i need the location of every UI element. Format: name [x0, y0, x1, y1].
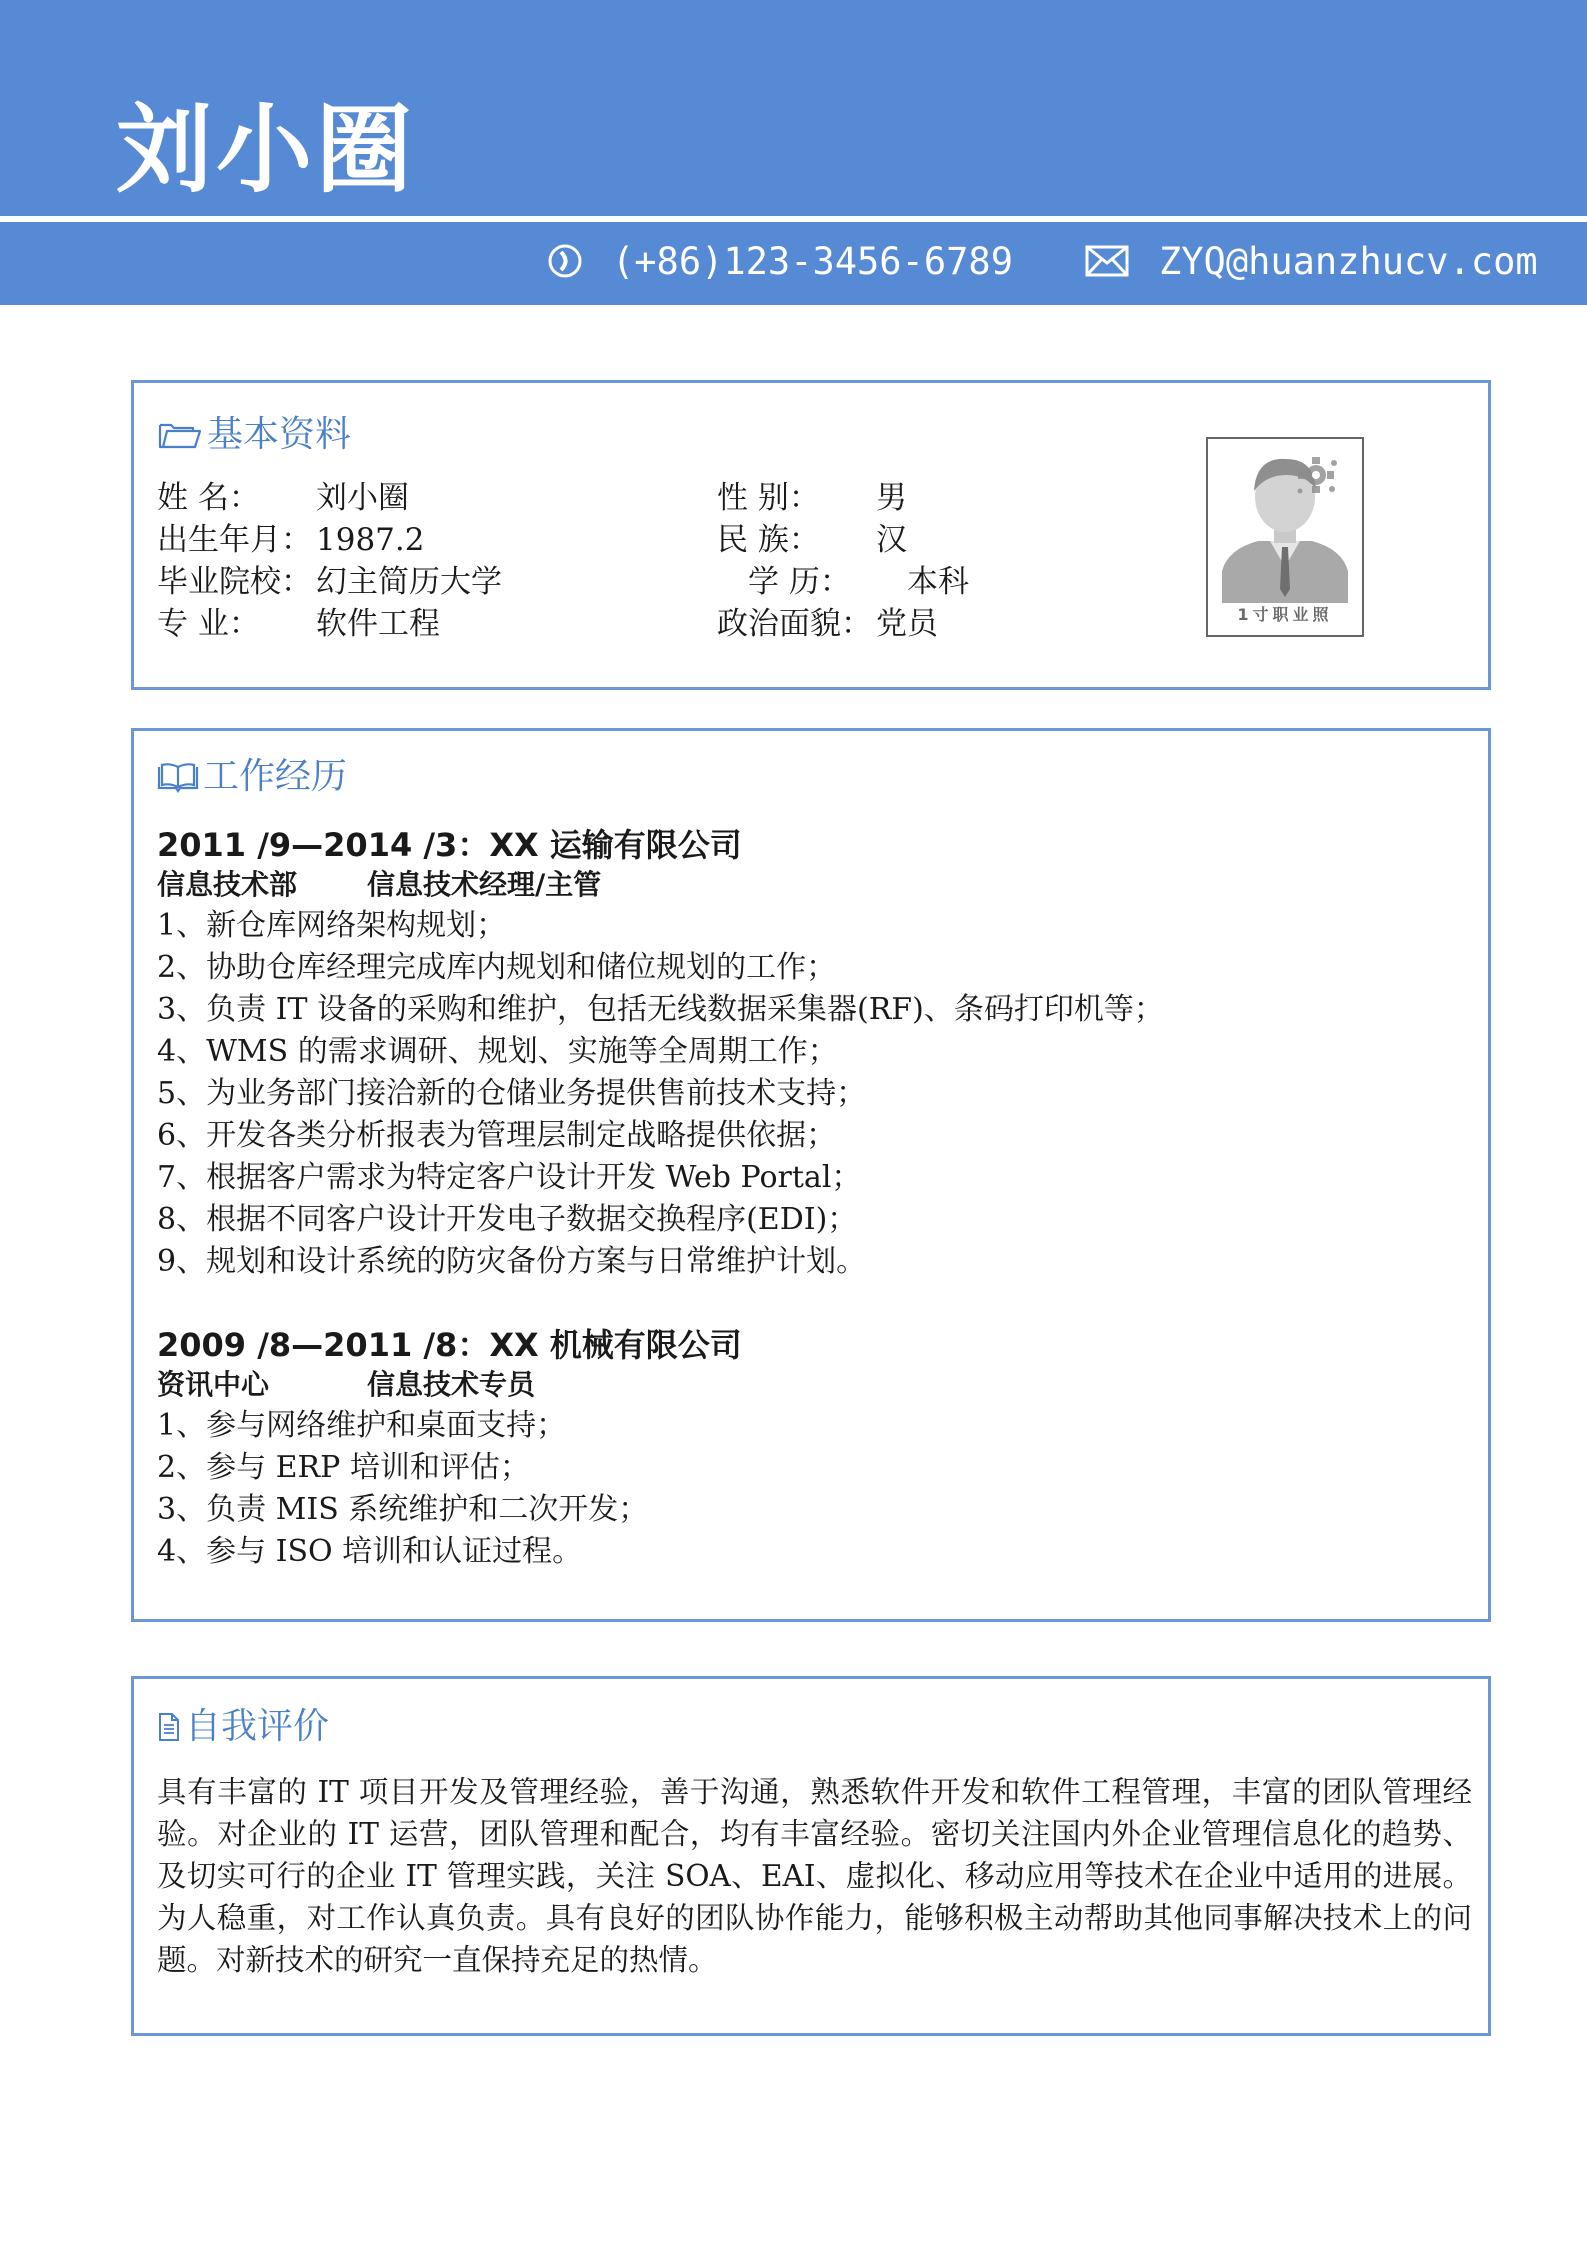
- job-duty: 1、新仓库网络架构规划；: [157, 908, 507, 943]
- major-label: 专 业：: [157, 606, 260, 642]
- contact-email: [1085, 236, 1538, 286]
- birth-value: 1987.2: [316, 522, 425, 558]
- document-icon: [157, 1711, 181, 1743]
- self-evaluation-text: 具有丰富的 IT 项目开发及管理经验，善于沟通，熟悉软件开发和软件工程管理，丰富的团队管理经验。对企业的 IT 运营，团队管理和配合，均有丰富经验。密切关注国内外企业管理信息化的趋势、及切实可行的企业 IT 管理实践，关注 SOA、EAI、虚拟化、移动应用等技术在企业中适用的进展。为人稳重，对工作认真负责。具有良好的团队协作能力，能够积极主动帮助其他同事解决技术上的问题。对新技术的研究一直保持充足的热情。: [157, 1775, 1472, 1977]
- birth-label: 出生年月：: [157, 522, 312, 558]
- job-role: 信息技术专员: [367, 1368, 536, 1401]
- political-label: 政治面貌：: [717, 606, 872, 642]
- self-evaluation-title: 自我评价: [157, 1705, 329, 1749]
- phone-icon: [548, 243, 582, 279]
- basic-info-section: [131, 380, 1491, 690]
- work-experience-title: 工作经历: [157, 755, 347, 799]
- name-label: 姓 名：: [157, 480, 260, 516]
- job-duty: 3、负责 MIS 系统维护和二次开发；: [157, 1492, 649, 1527]
- major-value: 软件工程: [316, 606, 440, 642]
- job-duty: 3、负责 IT 设备的采购和维护，包括无线数据采集器(RF)、条码打印机等；: [157, 992, 1164, 1027]
- resume-name: 刘小圈: [116, 94, 416, 206]
- phone-number: (+86)123-3456-6789: [612, 239, 1013, 283]
- ethnicity-label: 民 族：: [717, 522, 820, 558]
- job-duty: 5、为业务部门接洽新的仓储业务提供售前技术支持；: [157, 1076, 867, 1111]
- job-department: 资讯中心: [157, 1368, 270, 1401]
- basic-info-title: 基本资料: [157, 413, 351, 457]
- education-label: 学 历：: [748, 564, 851, 600]
- job-role: 信息技术经理/主管: [367, 868, 602, 901]
- gender-value: 男: [876, 480, 907, 516]
- photo-caption: 1寸职业照: [1237, 605, 1333, 624]
- folder-icon: [157, 419, 203, 451]
- job-duty: 7、根据客户需求为特定客户设计开发 Web Portal；: [157, 1160, 862, 1195]
- profile-photo: [1206, 437, 1364, 637]
- job-duty: 8、根据不同客户设计开发电子数据交换程序(EDI)；: [157, 1202, 858, 1237]
- ethnicity-value: 汉: [876, 522, 907, 558]
- job-duty: 6、开发各类分析报表为管理层制定战略提供依据；: [157, 1118, 837, 1153]
- gender-label: 性 别：: [717, 480, 820, 516]
- name-value: 刘小圈: [316, 480, 409, 516]
- email-address: ZYQ@huanzhucv.com: [1159, 239, 1538, 283]
- job-duty: 1、参与网络维护和桌面支持；: [157, 1408, 567, 1443]
- political-value: 党员: [876, 606, 938, 642]
- job-duty: 2、协助仓库经理完成库内规划和储位规划的工作；: [157, 950, 837, 985]
- school-label: 毕业院校：: [157, 564, 312, 600]
- job-duty: 9、规划和设计系统的防灾备份方案与日常维护计划。: [157, 1244, 867, 1279]
- job-department: 信息技术部: [157, 868, 298, 901]
- self-evaluation-section: [131, 1676, 1491, 2036]
- education-value: 本科: [907, 564, 969, 600]
- book-icon: [157, 761, 199, 793]
- job-duty: 2、参与 ERP 培训和评估；: [157, 1450, 530, 1485]
- job-duty: 4、参与 ISO 培训和认证过程。: [157, 1534, 583, 1569]
- job-heading: 2009 /8—2011 /8：XX 机械有限公司: [157, 1326, 742, 1364]
- mail-icon: [1085, 245, 1129, 277]
- work-experience-section: [131, 728, 1491, 1622]
- contact-phone: [548, 236, 1013, 286]
- job-heading: 2011 /9—2014 /3：XX 运输有限公司: [157, 826, 742, 864]
- school-value: 幻主简历大学: [316, 564, 502, 600]
- job-duty: 4、WMS 的需求调研、规划、实施等全周期工作；: [157, 1034, 838, 1069]
